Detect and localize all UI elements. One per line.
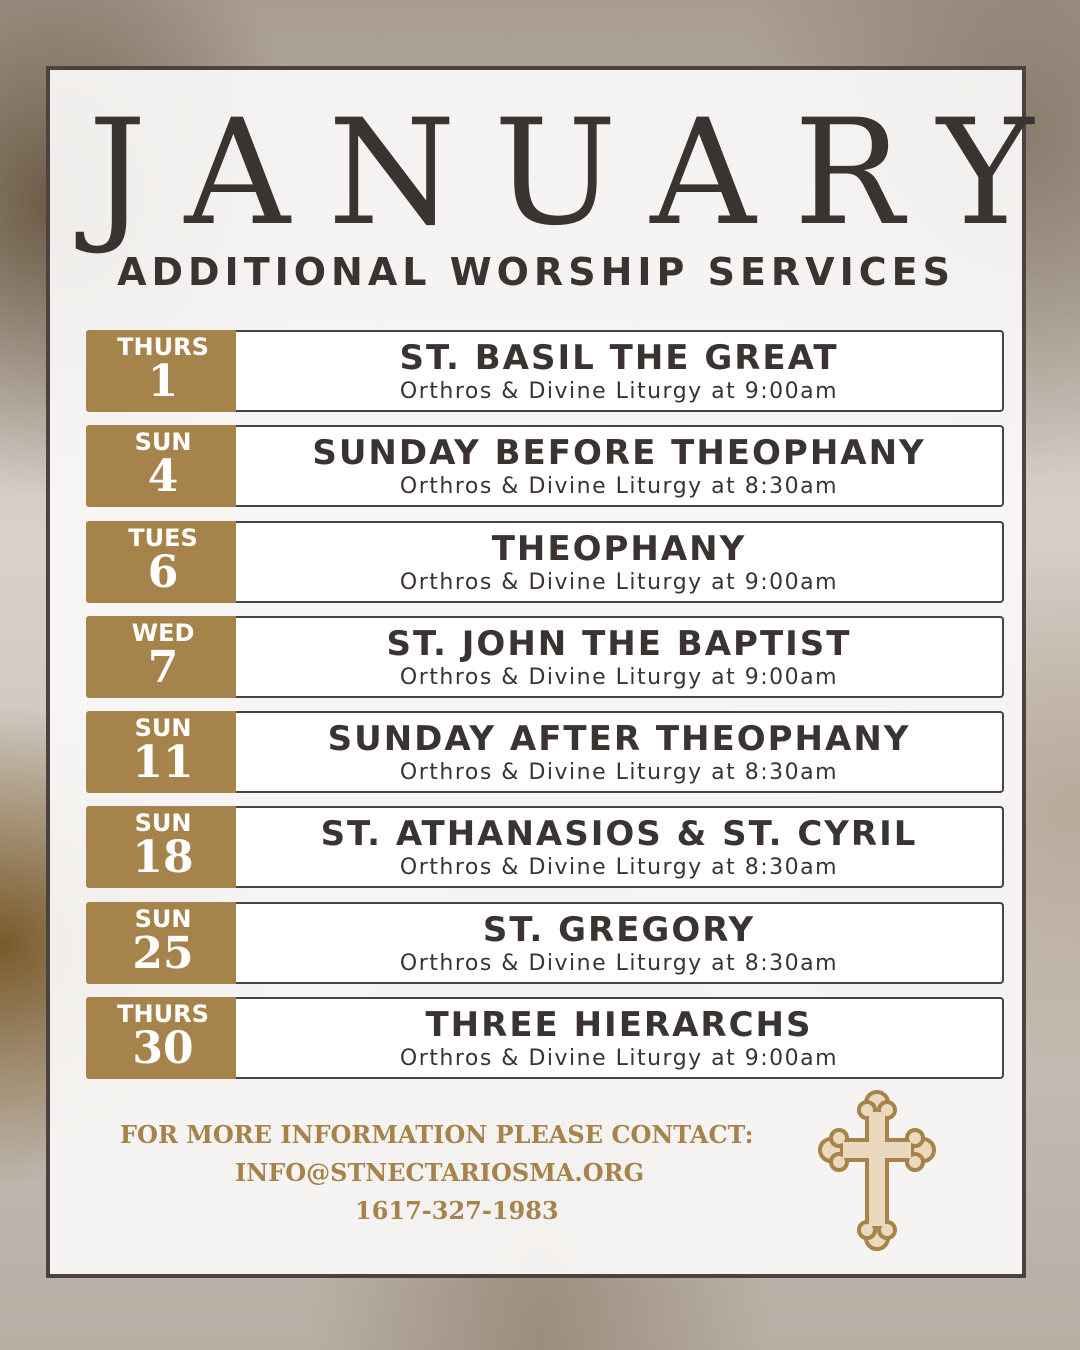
day-of-week: SUN xyxy=(134,809,192,838)
contact-phone[interactable]: 1617-327-1983 xyxy=(355,1196,559,1225)
service-time: Orthros & Divine Liturgy at 8:30am xyxy=(399,474,839,500)
service-row xyxy=(86,521,1004,603)
feast-name: ST. JOHN THE BAPTIST xyxy=(386,623,852,664)
day-of-week: THURS xyxy=(117,1000,209,1029)
service-time: Orthros & Divine Liturgy at 9:00am xyxy=(399,569,839,595)
month-title: JANUARY xyxy=(88,88,1072,258)
date-badge xyxy=(86,521,240,603)
feast-name: ST. ATHANASIOS & ST. CYRIL xyxy=(320,814,918,855)
services-list xyxy=(86,330,1004,1092)
service-time: Orthros & Divine Liturgy at 9:00am xyxy=(399,664,839,690)
date-badge xyxy=(86,711,240,793)
day-number: 7 xyxy=(147,641,179,693)
feast-name: THREE HIERARCHS xyxy=(425,1005,813,1046)
feast-name: SUNDAY AFTER THEOPHANY xyxy=(327,719,911,760)
feast-name: ST. GREGORY xyxy=(482,909,756,950)
service-row xyxy=(86,711,1004,793)
service-info xyxy=(236,711,1004,793)
subtitle: ADDITIONAL WORSHIP SERVICES xyxy=(117,250,955,294)
feast-name: SUNDAY BEFORE THEOPHANY xyxy=(312,433,926,474)
date-badge xyxy=(86,330,240,412)
service-info xyxy=(236,902,1004,984)
day-number: 4 xyxy=(147,451,179,503)
service-time: Orthros & Divine Liturgy at 8:30am xyxy=(399,760,839,786)
contact-email[interactable]: INFO@STNECTARIOSMA.ORG xyxy=(235,1158,645,1187)
date-badge xyxy=(86,616,240,698)
date-badge xyxy=(86,425,240,507)
day-number: 25 xyxy=(132,927,194,979)
feast-name: THEOPHANY xyxy=(491,528,747,569)
orthodox-cross-icon xyxy=(815,1088,939,1252)
service-row xyxy=(86,997,1004,1079)
day-of-week: SUN xyxy=(134,714,192,743)
day-of-week: SUN xyxy=(134,428,192,457)
service-row xyxy=(86,616,1004,698)
day-of-week: WED xyxy=(131,618,195,647)
day-number: 18 xyxy=(132,832,194,884)
service-info xyxy=(236,425,1004,507)
contact-heading: FOR MORE INFORMATION PLEASE CONTACT: xyxy=(120,1120,754,1149)
day-number: 11 xyxy=(132,737,194,789)
day-number: 1 xyxy=(147,356,179,407)
day-number: 6 xyxy=(147,546,179,598)
service-info xyxy=(236,806,1004,888)
service-row xyxy=(86,902,1004,984)
service-row xyxy=(86,806,1004,888)
day-number: 30 xyxy=(132,1023,194,1075)
date-badge xyxy=(86,806,240,888)
service-time: Orthros & Divine Liturgy at 8:30am xyxy=(399,855,839,881)
service-row xyxy=(86,330,1004,412)
feast-name: ST. BASIL THE GREAT xyxy=(399,338,839,378)
date-badge xyxy=(86,997,240,1079)
service-time: Orthros & Divine Liturgy at 8:30am xyxy=(399,950,839,976)
day-of-week: SUN xyxy=(134,904,192,933)
day-of-week: TUES xyxy=(128,523,198,552)
service-time: Orthros & Divine Liturgy at 9:00am xyxy=(399,1046,839,1072)
service-info xyxy=(236,330,1004,412)
service-time: Orthros & Divine Liturgy at 9:00am xyxy=(399,379,839,404)
service-info xyxy=(236,616,1004,698)
service-info xyxy=(236,997,1004,1079)
flyer-card xyxy=(46,66,1072,1278)
service-info xyxy=(236,521,1004,603)
date-badge xyxy=(86,902,240,984)
day-of-week: THURS xyxy=(117,333,209,361)
service-row xyxy=(86,425,1004,507)
